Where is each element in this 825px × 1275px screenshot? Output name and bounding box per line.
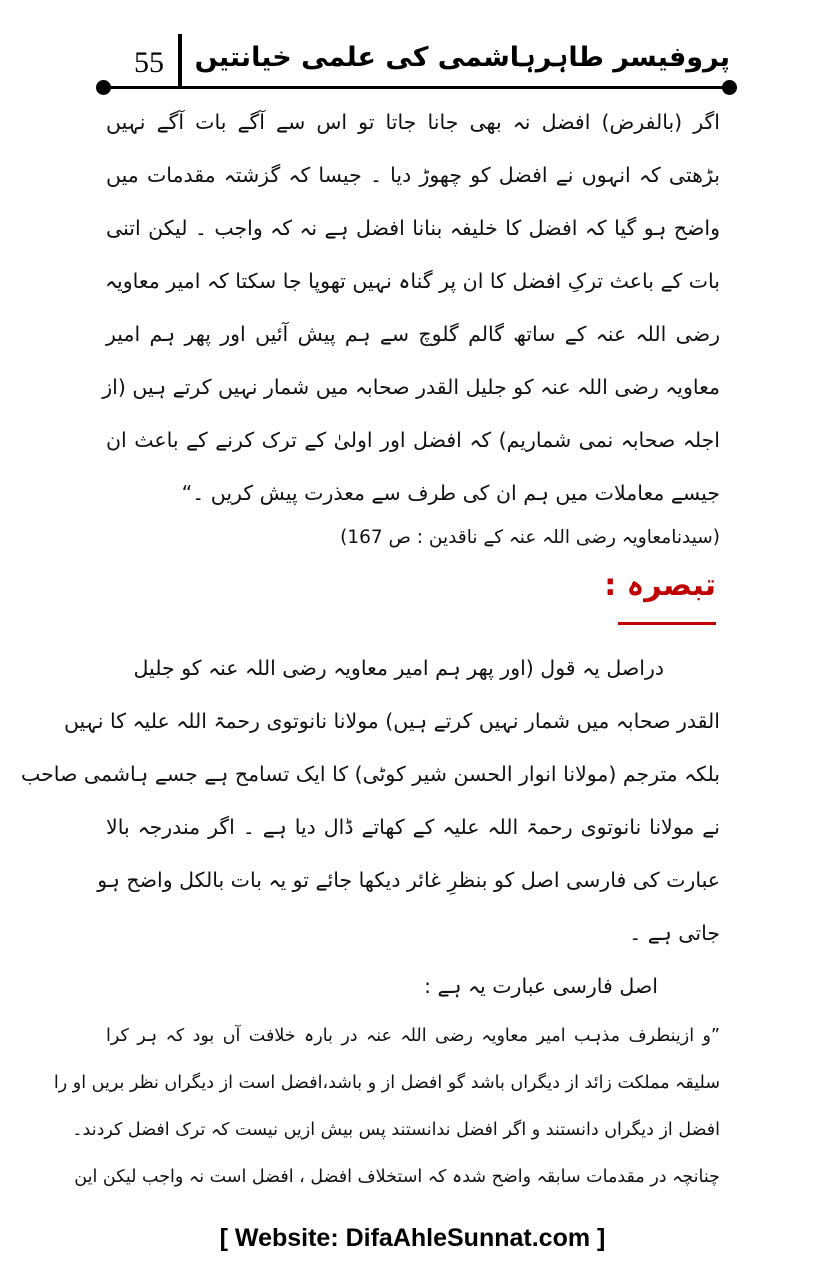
persian-passage xyxy=(53,1013,720,1201)
commentary-heading: تبصرہ : xyxy=(604,568,716,603)
commentary-line: بلکہ مترجم (مولانا انوار الحسن شیر کوٹی) کا ایک تسامح ہے جسے ہاشمی صاحب xyxy=(20,762,720,786)
commentary-line: عبارت کی فارسی اصل کو بنظرِ غائر دیکھا جائے تو یہ بات بالکل واضح ہو xyxy=(97,868,720,892)
quote-line: جیسے معاملات میں ہم ان کی طرف سے معذرت پیش کریں ۔“ xyxy=(181,481,720,505)
header-rule-left-dot xyxy=(96,80,111,95)
website-footer: [ Website: DifaAhleSunnat.com ] xyxy=(219,1224,606,1252)
quote-line: معاویہ رضی اللہ عنہ کو جلیل القدر صحابہ میں شمار نہیں کرتے ہیں (از xyxy=(102,375,720,399)
book-title: پروفیسر طاہرہاشمی کی علمی خیانتیں xyxy=(194,42,730,73)
persian-line: افضل از دیگراں دانستند و اگر افضل ندانستند پس بیش ازیں نیست کہ ترک افضل کردند۔ xyxy=(72,1120,720,1140)
quote-line: بات کے باعث ترکِ افضل کا ان پر گناہ نہیں تھوپا جا سکتا کہ امیر معاویہ xyxy=(105,269,720,293)
header-rule xyxy=(100,86,730,89)
quoted-passage xyxy=(102,96,720,520)
page-content xyxy=(20,96,720,1201)
commentary-heading-block xyxy=(106,564,720,642)
quote-line: واضح ہو گیا کہ افضل کا خلیفہ بنانا افضل ہے نہ کہ واجب ۔ لیکن اتنی xyxy=(106,216,720,240)
quote-line: رضی اللہ عنہ کے ساتھ گالم گلوچ سے ہم پیش آئیں اور پھر ہم امیر xyxy=(106,322,720,346)
commentary-heading-underline xyxy=(618,622,716,625)
page-header xyxy=(100,28,730,86)
commentary-line: القدر صحابہ میں شمار نہیں کرتے ہیں) مولانا نانوتوی رحمۃ اللہ علیہ کا نہیں xyxy=(63,709,720,733)
commentary-line: دراصل یہ قول (اور پھر ہم امیر معاویہ رضی اللہ عنہ کو جلیل xyxy=(133,656,664,680)
commentary-line: جاتی ہے ۔ xyxy=(629,921,720,945)
header-divider xyxy=(178,34,182,86)
persian-line: چنانچہ در مقدمات سابقہ واضح شدہ کہ استخلاف افضل ، افضل است نہ واجب لیکن این xyxy=(74,1167,720,1187)
quote-line: اگر (بالفرض) افضل نہ بھی جانا جاتا تو اس سے آگے بات آگے نہیں xyxy=(106,110,720,134)
quote-line: بڑھتی کہ انہوں نے افضل کو چھوڑ دیا ۔ جیسا کہ گزشتہ مقدمات میں xyxy=(106,163,720,187)
persian-line: ”و ازینطرف مذہب امیر معاویہ رضی اللہ عنہ در بارہ خلافت آں بود کہ ہر کرا xyxy=(106,1026,720,1046)
quote-line: اجلہ صحابہ نمی شماریم) کہ افضل اور اولیٰ کے ترک کرنے کے باعث ان xyxy=(106,428,720,452)
header-rule-right-dot xyxy=(722,80,737,95)
commentary-passage xyxy=(20,642,720,960)
commentary-line: نے مولانا نانوتوی رحمۃ اللہ علیہ کے کھاتے ڈال دیا ہے ۔ اگر مندرجہ بالا xyxy=(106,815,720,839)
page-number: 55 xyxy=(134,46,164,79)
persian-intro: اصل فارسی عبارت یہ ہے : xyxy=(424,974,658,998)
citation: (سیدنامعاویہ رضی اللہ عنہ کے ناقدین : ص 167) xyxy=(340,527,720,548)
persian-line: سلیقہ مملکت زائد از دیگراں باشد گو افضل از و باشد،افضل است از دیگراں نظر بریں او را xyxy=(53,1073,720,1093)
